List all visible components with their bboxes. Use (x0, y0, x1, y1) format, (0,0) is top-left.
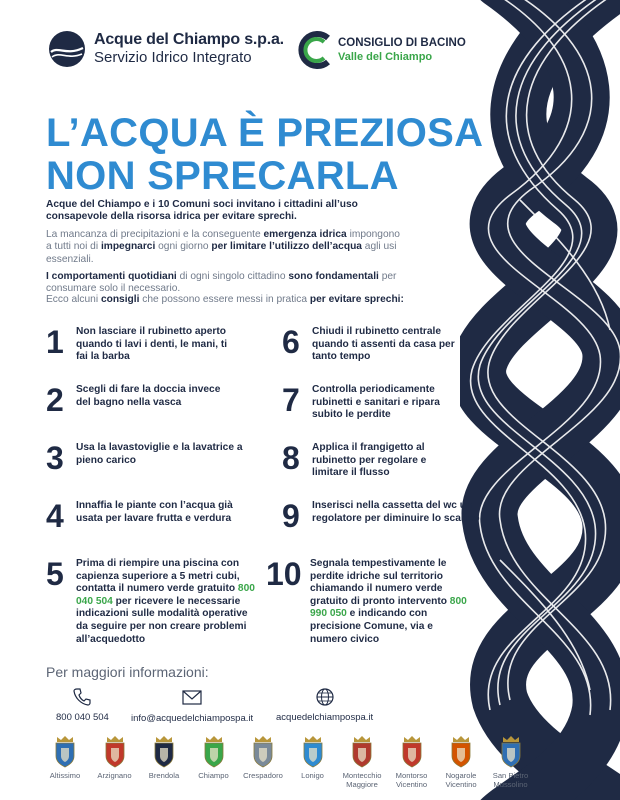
municipality-name: Montorso Vicentino (395, 771, 428, 789)
crest-icon (250, 734, 276, 768)
contact-website[interactable] (276, 688, 373, 723)
crest-icon (151, 734, 177, 768)
tip-text: Prima di riempire una piscina con capienza superiore a 5 metri cubi, contatta il numero verde gratuito 800 040 504 per ricevere le necessarie indicazioni sulle modalità operative da seguire per non creare problemi all’acquedotto (76, 558, 255, 645)
tip-number: 6 (282, 324, 300, 360)
municipality-crest (337, 734, 387, 789)
tip-text: Usa la lavastoviglie e la lavatrice a pieno carico (76, 442, 243, 466)
mail-icon (182, 690, 202, 705)
tip-text: Applica il frangigetto al rubinetto per regolare e limitare il flusso (312, 442, 427, 479)
brand-subtitle: Servizio Idrico Integrato (94, 49, 252, 66)
crest-icon (399, 734, 425, 768)
info-title: Per maggiori informazioni: (46, 664, 209, 680)
tip-2 (46, 384, 246, 416)
crest-icon (201, 734, 227, 768)
header (48, 30, 620, 74)
contact-phone[interactable] (56, 688, 109, 723)
toll-free-number: 800 040 504 (76, 583, 255, 607)
tip-number: 7 (282, 382, 300, 418)
crest-icon (300, 734, 326, 768)
municipality-crest (90, 734, 140, 780)
municipality-name: Lonigo (301, 771, 324, 780)
municipality-name: Nogarole Vicentino (445, 771, 477, 789)
email-address: info@acquedelchiampospa.it (131, 713, 254, 724)
drop-wave-icon (48, 30, 86, 68)
tip-7 (282, 384, 482, 422)
tip-number: 2 (46, 382, 64, 418)
emergency-number: 800 990 050 (310, 595, 467, 620)
tip-1 (46, 326, 246, 364)
tip-text: Scegli di fare la doccia invece del bagno nella vasca (76, 384, 221, 408)
crest-icon (102, 734, 128, 768)
municipality-crest (486, 734, 536, 789)
intro (46, 199, 406, 301)
globe-icon (316, 688, 334, 706)
council-subtitle: Valle del Chiampo (338, 51, 433, 63)
phone-number: 800 040 504 (56, 712, 109, 723)
tip-3 (46, 442, 256, 474)
municipality-crest (40, 734, 90, 780)
tip-5 (46, 558, 261, 646)
municipality-crest (387, 734, 437, 789)
website-url: acquedelchiampospa.it (276, 712, 374, 723)
municipality-crest (436, 734, 486, 789)
tip-8 (282, 442, 482, 480)
tip-6 (282, 326, 482, 364)
tips-intro: Ecco alcuni consigli che possono essere messi in pratica per evitare sprechi: (46, 294, 404, 305)
municipality-name: Arzignano (97, 771, 132, 780)
brand-name: Acque del Chiampo s.p.a. (94, 31, 284, 48)
municipalities-row (40, 734, 540, 794)
tip-number: 3 (46, 440, 64, 476)
municipality-crest (238, 734, 288, 780)
council-c-icon (298, 30, 334, 70)
tip-text: Inserisci nella cassetta del wc un regolatore per diminuire lo scarico (312, 500, 480, 524)
tip-text: Chiudi il rubinetto centrale quando ti assenti da casa per tanto tempo (312, 326, 455, 363)
municipality-name: San Pietro Mussolino (492, 771, 529, 789)
municipality-crest (288, 734, 338, 780)
tip-text: Non lasciare il rubinetto aperto quando ti lavi i denti, le mani, ti fai la barba (76, 326, 228, 363)
tip-number: 8 (282, 440, 300, 476)
crest-icon (498, 734, 524, 768)
crest-icon (52, 734, 78, 768)
tip-number: 9 (282, 498, 300, 534)
headline-line-2: NON SPRECARLA (46, 154, 399, 198)
municipality-name: Chiampo (198, 771, 229, 780)
intro-paragraph-1: Acque del Chiampo e i 10 Comuni soci invitano i cittadini all’uso consapevole della risorsa idrica per evitare sprechi. (46, 199, 358, 223)
consiglio-di-bacino-logo (298, 30, 466, 70)
crest-icon (349, 734, 375, 768)
intro-paragraph-3: I comportamenti quotidiani di ogni singolo cittadino sono fondamentali per consumare solo il necessario. (46, 271, 397, 295)
contact-email[interactable] (131, 690, 253, 724)
tip-4 (46, 500, 256, 532)
tip-number: 5 (46, 556, 64, 592)
crest-icon (448, 734, 474, 768)
tip-number: 10 (266, 556, 302, 592)
municipality-name: Brendola (148, 771, 180, 780)
phone-icon (73, 688, 91, 706)
municipality-crest (139, 734, 189, 780)
tip-9 (282, 500, 482, 532)
tip-text: Controlla periodicamente rubinetti e sanitari e ripara subito le perdite (312, 384, 440, 421)
tip-text: Segnala tempestivamente le perdite idriche sul territorio chiamando il numero verde gratuito di pronto intervento 800 990 050 e indicando con precisione Comune, via e numero civico (310, 558, 467, 645)
acque-del-chiampo-logo (48, 30, 284, 68)
municipality-name: Altissimo (49, 771, 81, 780)
municipality-name: Montecchio Maggiore (342, 771, 382, 789)
tip-text: Innaffia le piante con l’acqua già usata per lavare frutta e verdura (76, 500, 233, 524)
tip-number: 1 (46, 324, 64, 360)
headline (46, 112, 496, 198)
headline-line-1: L’ACQUA È PREZIOSA (46, 111, 484, 155)
tip-number: 4 (46, 498, 64, 534)
council-name: CONSIGLIO DI BACINO (338, 37, 466, 49)
municipality-crest (189, 734, 239, 780)
tip-10 (266, 558, 476, 646)
intro-paragraph-2: La mancanza di precipitazioni e la conseguente emergenza idrica impongono a tutti noi di impegnarci ogni giorno per limitare l’utilizzo dell’acqua agli usi essenziali. (46, 228, 400, 265)
municipality-name: Crespadoro (243, 771, 283, 780)
